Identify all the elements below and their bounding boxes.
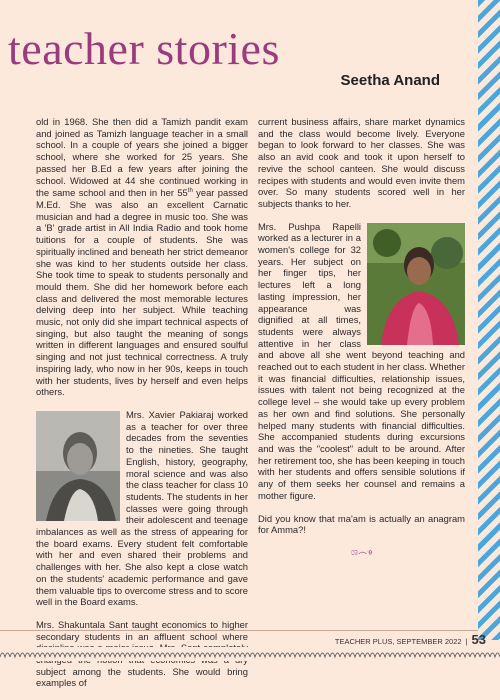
page-footer: TEACHER PLUS, SEPTEMBER 2022 | 53 — [334, 632, 486, 647]
magazine-name: TEACHER PLUS, SEPTEMBER 2022 — [334, 637, 462, 646]
paragraph: Did you know that ma'am is actually an anagram for Amma?! — [258, 512, 465, 536]
section-title: teacher stories — [8, 23, 280, 74]
author-name: Seetha Anand — [340, 72, 440, 89]
photo-xavier-pakiaraj — [36, 411, 120, 521]
footer-rule — [0, 630, 478, 631]
photo-pushpa-rapelli — [367, 223, 465, 345]
column-left — [36, 116, 248, 700]
paragraph: Mrs. Pushpa Rapelli worked as a lecturer in a women's college for 32 years. Her subject on her finger tips, her lectures left a long lasting impression, her appearance was dignified at all times, students were always attentive in her class and above all she went beyond teaching and reached out to each student in her class. Whether it was financial difficulties, relationship issues, issues with talent not being recognized at the college level – she would take up every problem as her own and find solutions. She personally helped many students with financial difficulties. She accompanied students during excursions and was the "coolest" adult to be around. After her retirement too, she has been keeping in touch with her students and offers sensible solutions if any of them seeks her counsel and remains a mother figure. — [258, 220, 465, 501]
paragraph: current business affairs, share market dynamics and the class would become lively. Everyone began to look forward to her classes. She was also an avid cook and took it upon herself to revive the school canteen. She would discuss recipes with students and would even invite them over. So many students scored well in her subjects thanks to her. — [258, 116, 465, 209]
paragraph: Mrs. Xavier Pakiaraj worked as a teacher for over three decades from the seventies to the nineties. She taught English, history, geography, moral science and was also the class teacher for class 10 students. The students in her classes were going through their adolescent and teenage imbalances as well as the stress of appearing for the board exams. Every student felt comfortable with her and even shared their problems and challenges with her. She also kept a close watch on the students' academic performance and gave them valuable tips to overcome stress and to score well in the Board exams. — [36, 409, 248, 608]
decorative-border — [0, 647, 500, 661]
column-right — [258, 116, 465, 559]
end-mark: ශ෴ෳ — [350, 546, 373, 558]
decorative-stripe — [478, 0, 500, 640]
page-number: 53 — [471, 632, 486, 647]
paragraph: old in 1968. She then did a Tamizh pandit exam and joined as Tamizh language teacher in a small school. In a couple of years she joined a bigger school, where she worked for 25 years. She passed her B.Ed a few years after joining the school. Widowed at 44 she continued working in the same school and then in her 55th year passed M.Ed. She was also an excellent Carnatic musician and had a degree in music too. She was a 'B' grade artist in All India Radio and took home tuitions for a couple of students. She was spiritually inclined and beneath her strict demeanor she was kind to her students outside her class. She took time to speak to students personally and mould them. She did her homework before each class and delivered the most memorable lectures delving deep into her subject. While teaching music, not only did she impart technical aspects of singing, but also taught the meaning of songs written in different languages and ensured soulful singing and not just technical correctness. A truly inspiring lady, who now in her 90s, keeps in touch with her students, lives by herself and even helps others. — [36, 116, 248, 398]
paragraph: Mrs. Shakuntala Sant taught economics to higher secondary students in an affluent school where subject among the students. She would bring examples of — [36, 618, 248, 689]
